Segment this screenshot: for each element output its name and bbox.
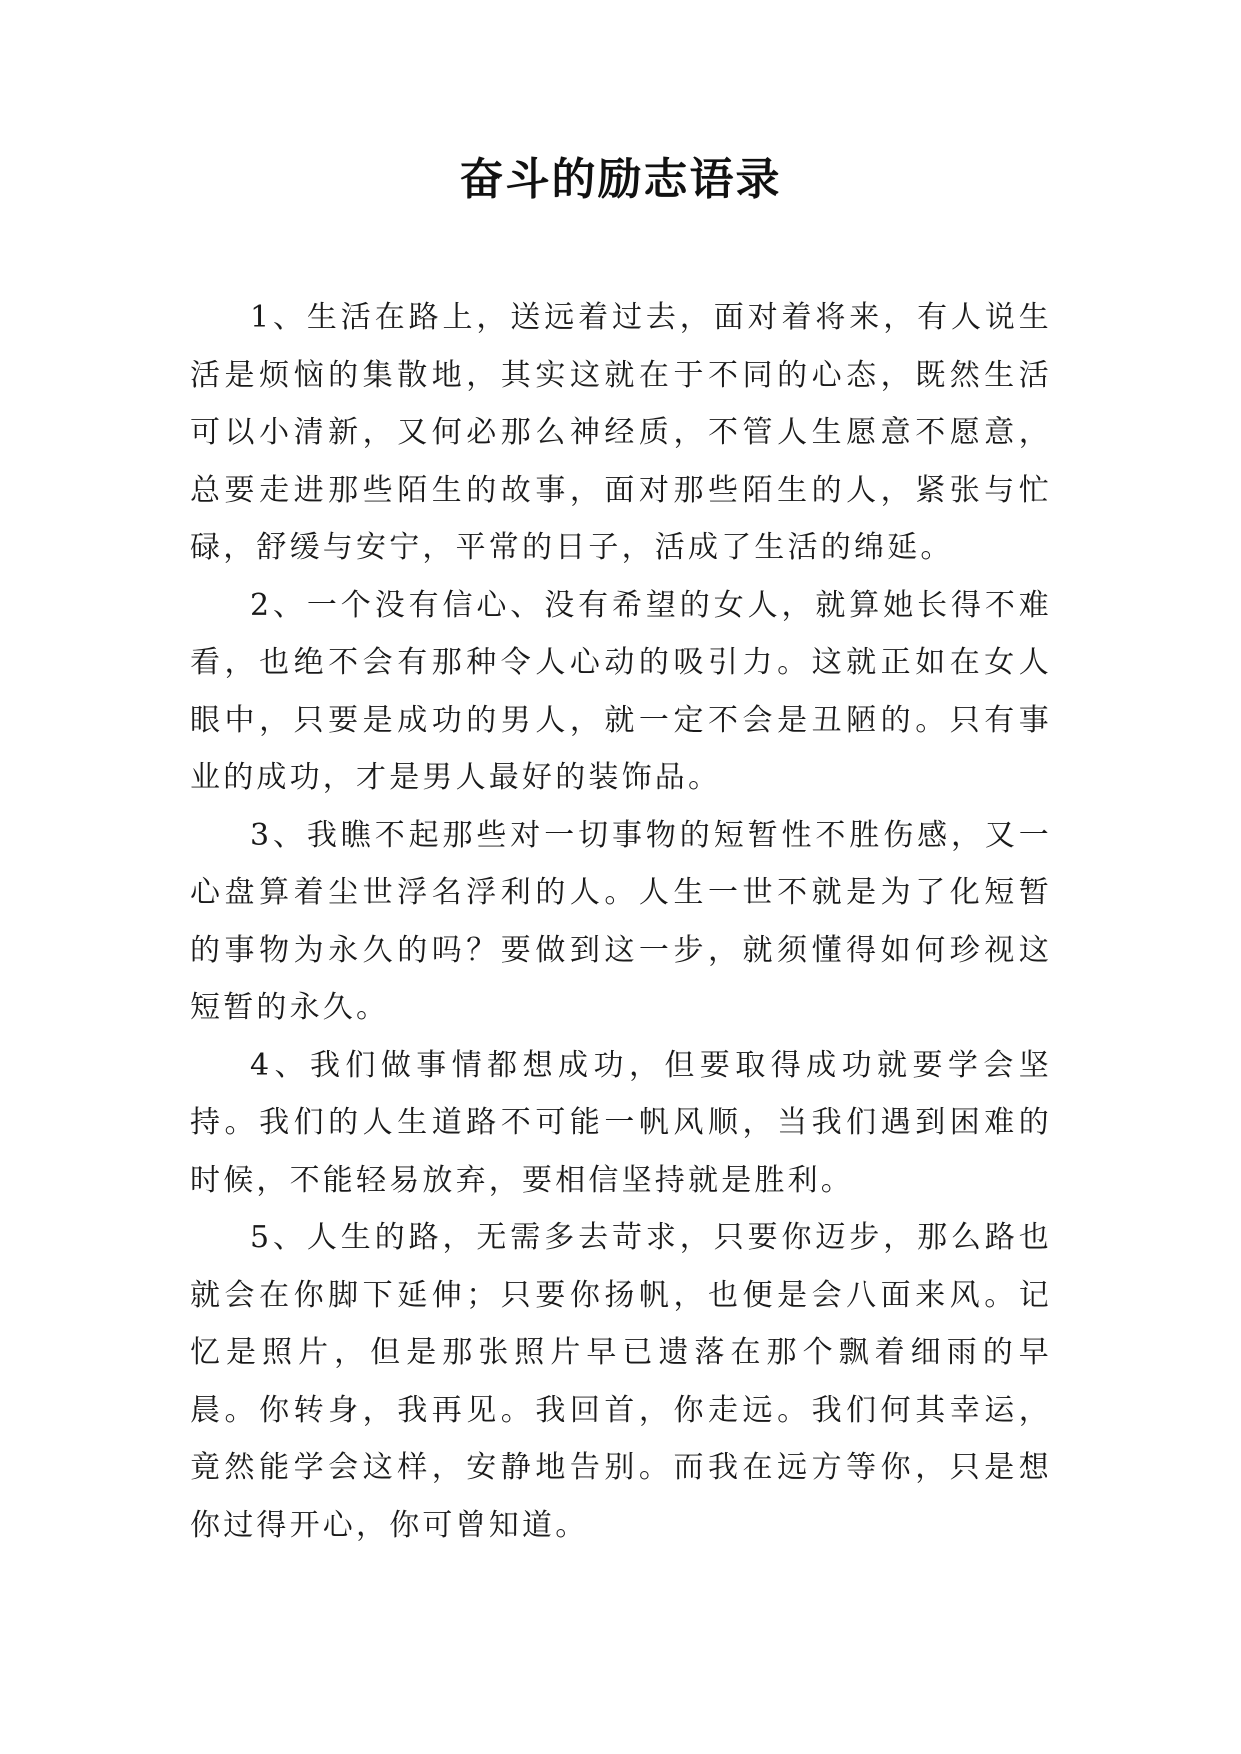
quote-paragraph-2: 2、一个没有信心、没有希望的女人，就算她长得不难看，也绝不会有那种令人心动的吸引力。这就正如在女人眼中，只要是成功的男人，就一定不会是丑陋的。只有事业的成功，才是男人最好的装饰品。 bbox=[190, 587, 1052, 795]
quote-paragraph-4: 4、我们做事情都想成功，但要取得成功就要学会坚持。我们的人生道路不可能一帆风顺，当我们遇到困难的时候，不能轻易放弃，要相信坚持就是胜利。 bbox=[190, 1047, 1052, 1198]
quote-paragraph-3: 3、我瞧不起那些对一切事物的短暂性不胜伤感，又一心盘算着尘世浮名浮利的人。人生一世不就是为了化短暂的事物为永久的吗？要做到这一步，就须懂得如何珍视这短暂的永久。 bbox=[190, 817, 1052, 1025]
quote-paragraph-1: 1、生活在路上，送远着过去，面对着将来，有人说生活是烦恼的集散地，其实这就在于不同的心态，既然生活可以小清新，又何必那么神经质，不管人生愿意不愿意，总要走进那些陌生的故事，面对那些陌生的人，紧张与忙碌，舒缓与安宁，平常的日子，活成了生活的绵延。 bbox=[190, 300, 1052, 565]
quote-paragraph-5: 5、人生的路，无需多去苛求，只要你迈步，那么路也就会在你脚下延伸；只要你扬帆，也便是会八面来风。记忆是照片，但是那张照片早已遗落在那个飘着细雨的早晨。你转身，我再见。我回首，你走远。我们何其幸运，竟然能学会这样，安静地告别。而我在远方等你，只是想你过得开心，你可曾知道。 bbox=[190, 1220, 1052, 1543]
document-body bbox=[190, 289, 1052, 1554]
document-title: 奋斗的励志语录 bbox=[459, 154, 782, 205]
